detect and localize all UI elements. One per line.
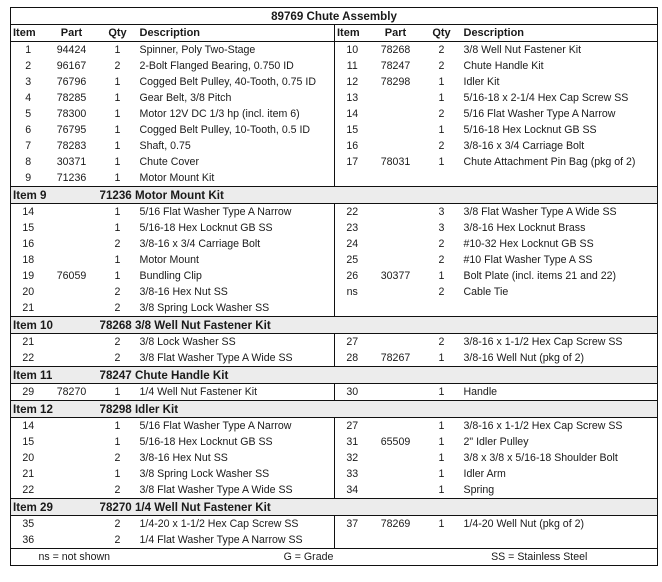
quantity-cell: 1 [114, 91, 121, 104]
table-row [11, 122, 658, 138]
item-number-cell: 21 [22, 467, 35, 480]
description-cell: 3/8-16 x 3/4 Carriage Bolt [138, 236, 335, 252]
description-cell: Spinner, Poly Two-Stage [138, 42, 335, 59]
item-number-cell: ns [346, 285, 358, 298]
description-cell [462, 300, 658, 317]
part-number-cell [370, 466, 422, 482]
item-number-cell: 2 [25, 59, 32, 72]
table-row [11, 418, 658, 435]
part-number-cell: 30377 [380, 269, 411, 282]
part-number-cell: 78300 [56, 107, 87, 120]
quantity-cell: 1 [114, 269, 121, 282]
table-row [11, 42, 658, 59]
table-row [11, 516, 658, 533]
part-number-cell [46, 220, 98, 236]
item-number-cell: 10 [346, 43, 359, 56]
kit-header-row [11, 401, 658, 418]
parts-table [10, 7, 658, 566]
item-number-cell: 32 [346, 451, 359, 464]
description-cell: Cogged Belt Pulley, 40-Tooth, 0.75 ID [138, 74, 335, 90]
quantity-cell: 1 [438, 91, 445, 104]
description-cell: 3/8-16 x 1-1/2 Hex Cap Screw SS [463, 335, 623, 348]
quantity-cell: 1 [438, 269, 445, 282]
part-number-cell [370, 220, 422, 236]
part-number-cell [46, 516, 98, 533]
quantity-cell: 2 [438, 43, 445, 56]
item-number-cell: 28 [346, 351, 359, 364]
col-part-header-right: Part [370, 25, 422, 42]
legend-grade: G = Grade [138, 549, 422, 566]
quantity-cell: 2 [438, 335, 445, 348]
item-number-cell: 12 [346, 75, 359, 88]
kit-title: 78247 Chute Handle Kit [98, 367, 658, 384]
quantity-cell: 2 [114, 237, 121, 250]
quantity-cell: 1 [438, 385, 445, 398]
item-number-cell: 22 [22, 351, 35, 364]
description-cell: 3/8 x 3/8 x 5/16-18 Shoulder Bolt [463, 451, 618, 464]
item-number-cell: 1 [25, 43, 32, 56]
quantity-cell: 1 [438, 123, 445, 136]
part-number-cell: 30371 [56, 155, 87, 168]
description-cell: Chute Cover [138, 154, 335, 170]
description-cell: 3/8 Spring Lock Washer SS [138, 466, 335, 482]
description-cell: 3/8 Flat Washer Type A Wide SS [138, 482, 335, 499]
legend-not-shown: ns = not shown [11, 549, 138, 566]
part-number-cell: 78247 [380, 59, 411, 72]
item-number-cell: 3 [25, 75, 32, 88]
item-number-cell: 9 [25, 171, 32, 184]
description-cell: Idler Kit [463, 75, 500, 88]
item-number-cell: 21 [22, 301, 35, 314]
part-number-cell [370, 138, 422, 154]
description-cell: Bolt Plate (incl. items 21 and 22) [463, 269, 617, 282]
quantity-cell [422, 532, 462, 549]
table-row [11, 350, 658, 367]
quantity-cell: 3 [438, 221, 445, 234]
quantity-cell: 1 [114, 205, 121, 218]
description-cell: Shaft, 0.75 [138, 138, 335, 154]
item-number-cell: 24 [346, 237, 359, 250]
part-number-cell [46, 300, 98, 317]
table-row [11, 434, 658, 450]
part-number-cell: 78268 [380, 43, 411, 56]
quantity-cell: 1 [114, 419, 121, 432]
quantity-cell: 1 [114, 123, 121, 136]
item-number-cell: 15 [346, 123, 359, 136]
table-row [11, 58, 658, 74]
quantity-cell: 1 [438, 155, 445, 168]
item-number-cell: 13 [346, 91, 359, 104]
item-number-cell: 25 [346, 253, 359, 266]
item-number-cell: 15 [22, 435, 35, 448]
kit-title: 78298 Idler Kit [98, 401, 658, 418]
part-number-cell: 71236 [56, 171, 87, 184]
part-number-cell [370, 532, 422, 549]
table-row [11, 466, 658, 482]
item-number-cell: 4 [25, 91, 32, 104]
quantity-cell: 1 [114, 467, 121, 480]
item-number-cell: 33 [346, 467, 359, 480]
description-cell: Spring [463, 483, 495, 496]
part-number-cell [46, 418, 98, 435]
item-number-cell: 5 [25, 107, 32, 120]
kit-header-row [11, 499, 658, 516]
item-number-cell: 26 [346, 269, 359, 282]
description-cell: 3/8-16 x 1-1/2 Hex Cap Screw SS [463, 419, 623, 432]
description-cell: 1/4-20 x 1-1/2 Hex Cap Screw SS [138, 516, 335, 533]
quantity-cell: 3 [438, 205, 445, 218]
quantity-cell: 2 [438, 237, 445, 250]
part-number-cell: 76059 [56, 269, 87, 282]
quantity-cell: 1 [114, 43, 121, 56]
description-cell: Chute Handle Kit [463, 59, 544, 72]
part-number-cell [370, 334, 422, 351]
item-number-cell: 27 [346, 335, 359, 348]
legend-stainless-steel: SS = Stainless Steel [422, 549, 658, 566]
item-number-cell: 15 [22, 221, 35, 234]
part-number-cell: 76796 [56, 75, 87, 88]
item-number-cell: 14 [22, 419, 35, 432]
kit-item-ref: Item 9 [11, 187, 98, 204]
quantity-cell: 1 [438, 483, 445, 496]
part-number-cell [370, 450, 422, 466]
description-cell: 5/16-18 Hex Locknut GB SS [463, 123, 597, 136]
part-number-cell [46, 204, 98, 221]
item-number-cell [335, 300, 370, 317]
description-cell: 1/4 Well Nut Fastener Kit [138, 384, 335, 401]
table-row [11, 334, 658, 351]
quantity-cell: 1 [114, 139, 121, 152]
part-number-cell [46, 434, 98, 450]
description-cell: 3/8-16 Hex Nut SS [138, 450, 335, 466]
item-number-cell [335, 532, 370, 549]
col-description-header: Description [138, 25, 335, 42]
item-number-cell: 17 [346, 155, 359, 168]
description-cell: Motor Mount Kit [138, 170, 335, 187]
quantity-cell: 1 [114, 435, 121, 448]
description-cell [462, 170, 658, 187]
item-number-cell [335, 170, 370, 187]
part-number-cell [370, 284, 422, 300]
description-cell: 1/4 Flat Washer Type A Narrow SS [138, 532, 335, 549]
table-row [11, 252, 658, 268]
kit-item-ref: Item 29 [11, 499, 98, 516]
description-cell: 5/16-18 x 2-1/4 Hex Cap Screw SS [463, 91, 629, 104]
col-description-header-right: Description [462, 25, 658, 42]
table-row [11, 284, 658, 300]
part-number-cell [370, 482, 422, 499]
item-number-cell: 30 [346, 385, 359, 398]
table-row [11, 450, 658, 466]
description-cell: Bundling Clip [138, 268, 335, 284]
description-cell: 3/8 Well Nut Fastener Kit [463, 43, 582, 56]
item-number-cell: 21 [22, 335, 35, 348]
table-row [11, 154, 658, 170]
quantity-cell: 2 [114, 483, 121, 496]
part-number-cell [370, 106, 422, 122]
quantity-cell: 2 [114, 351, 121, 364]
quantity-cell: 2 [438, 107, 445, 120]
part-number-cell [370, 252, 422, 268]
table-row [11, 74, 658, 90]
description-cell: Gear Belt, 3/8 Pitch [138, 90, 335, 106]
parts-list-sheet [10, 7, 657, 573]
item-number-cell: 14 [346, 107, 359, 120]
part-number-cell [370, 236, 422, 252]
kit-item-ref: Item 12 [11, 401, 98, 418]
quantity-cell: 2 [114, 451, 121, 464]
part-number-cell [370, 204, 422, 221]
column-header-row [11, 25, 658, 42]
description-cell: Motor Mount [138, 252, 335, 268]
part-number-cell [46, 466, 98, 482]
quantity-cell: 1 [438, 467, 445, 480]
table-row [11, 106, 658, 122]
description-cell: Cogged Belt Pulley, 10-Tooth, 0.5 ID [138, 122, 335, 138]
part-number-cell [370, 384, 422, 401]
item-number-cell: 7 [25, 139, 32, 152]
col-qty-header: Qty [98, 25, 138, 42]
description-cell [462, 532, 658, 549]
part-number-cell: 94424 [56, 43, 87, 56]
kit-title: 71236 Motor Mount Kit [98, 187, 658, 204]
quantity-cell: 1 [114, 253, 121, 266]
description-cell: Motor 12V DC 1/3 hp (incl. item 6) [138, 106, 335, 122]
quantity-cell: 1 [438, 517, 445, 530]
quantity-cell: 2 [438, 253, 445, 266]
item-number-cell: 29 [22, 385, 35, 398]
part-number-cell: 76795 [56, 123, 87, 136]
table-row [11, 384, 658, 401]
kit-header-row [11, 187, 658, 204]
quantity-cell: 1 [114, 155, 121, 168]
item-number-cell: 34 [346, 483, 359, 496]
col-item-header: Item [11, 25, 46, 42]
part-number-cell: 78031 [380, 155, 411, 168]
description-cell: 3/8-16 Hex Locknut Brass [463, 221, 586, 234]
table-row [11, 532, 658, 549]
description-cell: Cable Tie [463, 285, 509, 298]
item-number-cell: 27 [346, 419, 359, 432]
item-number-cell: 6 [25, 123, 32, 136]
quantity-cell: 2 [114, 285, 121, 298]
quantity-cell: 1 [114, 171, 121, 184]
table-row [11, 220, 658, 236]
part-number-cell: 96167 [56, 59, 87, 72]
item-number-cell: 11 [346, 59, 358, 72]
part-number-cell: 65509 [380, 435, 411, 448]
quantity-cell: 2 [114, 59, 121, 72]
kit-item-ref: Item 11 [11, 367, 98, 384]
description-cell: 1/4-20 Well Nut (pkg of 2) [463, 517, 585, 530]
quantity-cell: 2 [114, 533, 121, 546]
description-cell: #10 Flat Washer Type A SS [463, 253, 593, 266]
item-number-cell: 19 [22, 269, 35, 282]
part-number-cell [370, 90, 422, 106]
item-number-cell: 18 [22, 253, 35, 266]
kit-title: 78270 1/4 Well Nut Fastener Kit [98, 499, 658, 516]
quantity-cell: 1 [438, 451, 445, 464]
item-number-cell: 20 [22, 451, 35, 464]
item-number-cell: 23 [346, 221, 359, 234]
description-cell: 5/16-18 Hex Locknut GB SS [138, 220, 335, 236]
table-title-row [11, 8, 658, 25]
item-number-cell: 35 [22, 517, 35, 530]
description-cell: Idler Arm [463, 467, 506, 480]
item-number-cell: 36 [22, 533, 35, 546]
part-number-cell [370, 418, 422, 435]
description-cell: 3/8 Lock Washer SS [138, 334, 335, 351]
quantity-cell: 2 [438, 59, 445, 72]
table-row [11, 236, 658, 252]
part-number-cell [370, 122, 422, 138]
description-cell: 3/8-16 Well Nut (pkg of 2) [463, 351, 585, 364]
table-row [11, 170, 658, 187]
part-number-cell [46, 450, 98, 466]
table-row [11, 90, 658, 106]
quantity-cell: 2 [114, 517, 121, 530]
description-cell: 3/8 Flat Washer Type A Wide SS [138, 350, 335, 367]
quantity-cell: 1 [438, 351, 445, 364]
part-number-cell [46, 236, 98, 252]
description-cell: 5/16 Flat Washer Type A Narrow [138, 418, 335, 435]
quantity-cell: 1 [114, 385, 121, 398]
table-row [11, 138, 658, 154]
quantity-cell: 2 [438, 139, 445, 152]
quantity-cell [422, 170, 462, 187]
part-number-cell [46, 284, 98, 300]
quantity-cell: 2 [114, 335, 121, 348]
item-number-cell: 22 [346, 205, 359, 218]
part-number-cell: 78283 [56, 139, 87, 152]
part-number-cell [46, 532, 98, 549]
description-cell: 3/8 Spring Lock Washer SS [138, 300, 335, 317]
col-item-header-right: Item [335, 25, 370, 42]
part-number-cell: 78270 [56, 385, 87, 398]
quantity-cell: 1 [114, 221, 121, 234]
description-cell: 3/8-16 Hex Nut SS [138, 284, 335, 300]
item-number-cell: 20 [22, 285, 35, 298]
item-number-cell: 37 [346, 517, 359, 530]
part-number-cell [46, 252, 98, 268]
table-row [11, 300, 658, 317]
item-number-cell: 16 [346, 139, 359, 152]
description-cell: 2-Bolt Flanged Bearing, 0.750 ID [138, 58, 335, 74]
description-cell: 3/8-16 x 3/4 Carriage Bolt [463, 139, 585, 152]
quantity-cell: 1 [438, 435, 445, 448]
quantity-cell: 1 [438, 75, 445, 88]
table-title: 89769 Chute Assembly [11, 8, 658, 25]
item-number-cell: 14 [22, 205, 35, 218]
quantity-cell [422, 300, 462, 317]
part-number-cell: 78298 [380, 75, 411, 88]
table-row [11, 482, 658, 499]
item-number-cell: 31 [346, 435, 359, 448]
description-cell: 5/16-18 Hex Locknut GB SS [138, 434, 335, 450]
description-cell: #10-32 Hex Locknut GB SS [463, 237, 594, 250]
part-number-cell [46, 482, 98, 499]
description-cell: Chute Attachment Pin Bag (pkg of 2) [463, 155, 636, 168]
table-row [11, 204, 658, 221]
quantity-cell: 2 [438, 285, 445, 298]
description-cell: 5/16 Flat Washer Type A Narrow [463, 107, 616, 120]
quantity-cell: 1 [114, 75, 121, 88]
item-number-cell: 8 [25, 155, 32, 168]
description-cell: 5/16 Flat Washer Type A Narrow [138, 204, 335, 221]
part-number-cell [370, 300, 422, 317]
part-number-cell [46, 334, 98, 351]
part-number-cell [370, 170, 422, 187]
table-row [11, 268, 658, 284]
col-part-header: Part [46, 25, 98, 42]
description-cell: 3/8 Flat Washer Type A Wide SS [463, 205, 617, 218]
quantity-cell: 1 [114, 107, 121, 120]
part-number-cell [46, 350, 98, 367]
description-cell: 2" Idler Pulley [463, 435, 529, 448]
item-number-cell: 22 [22, 483, 35, 496]
item-number-cell: 16 [22, 237, 35, 250]
quantity-cell: 2 [114, 301, 121, 314]
kit-header-row [11, 317, 658, 334]
kit-item-ref: Item 10 [11, 317, 98, 334]
col-qty-header-right: Qty [422, 25, 462, 42]
description-cell: Handle [463, 385, 498, 398]
legend-row [11, 549, 658, 566]
kit-title: 78268 3/8 Well Nut Fastener Kit [98, 317, 658, 334]
part-number-cell: 78285 [56, 91, 87, 104]
part-number-cell: 78267 [380, 351, 411, 364]
kit-header-row [11, 367, 658, 384]
part-number-cell: 78269 [380, 517, 411, 530]
quantity-cell: 1 [438, 419, 445, 432]
